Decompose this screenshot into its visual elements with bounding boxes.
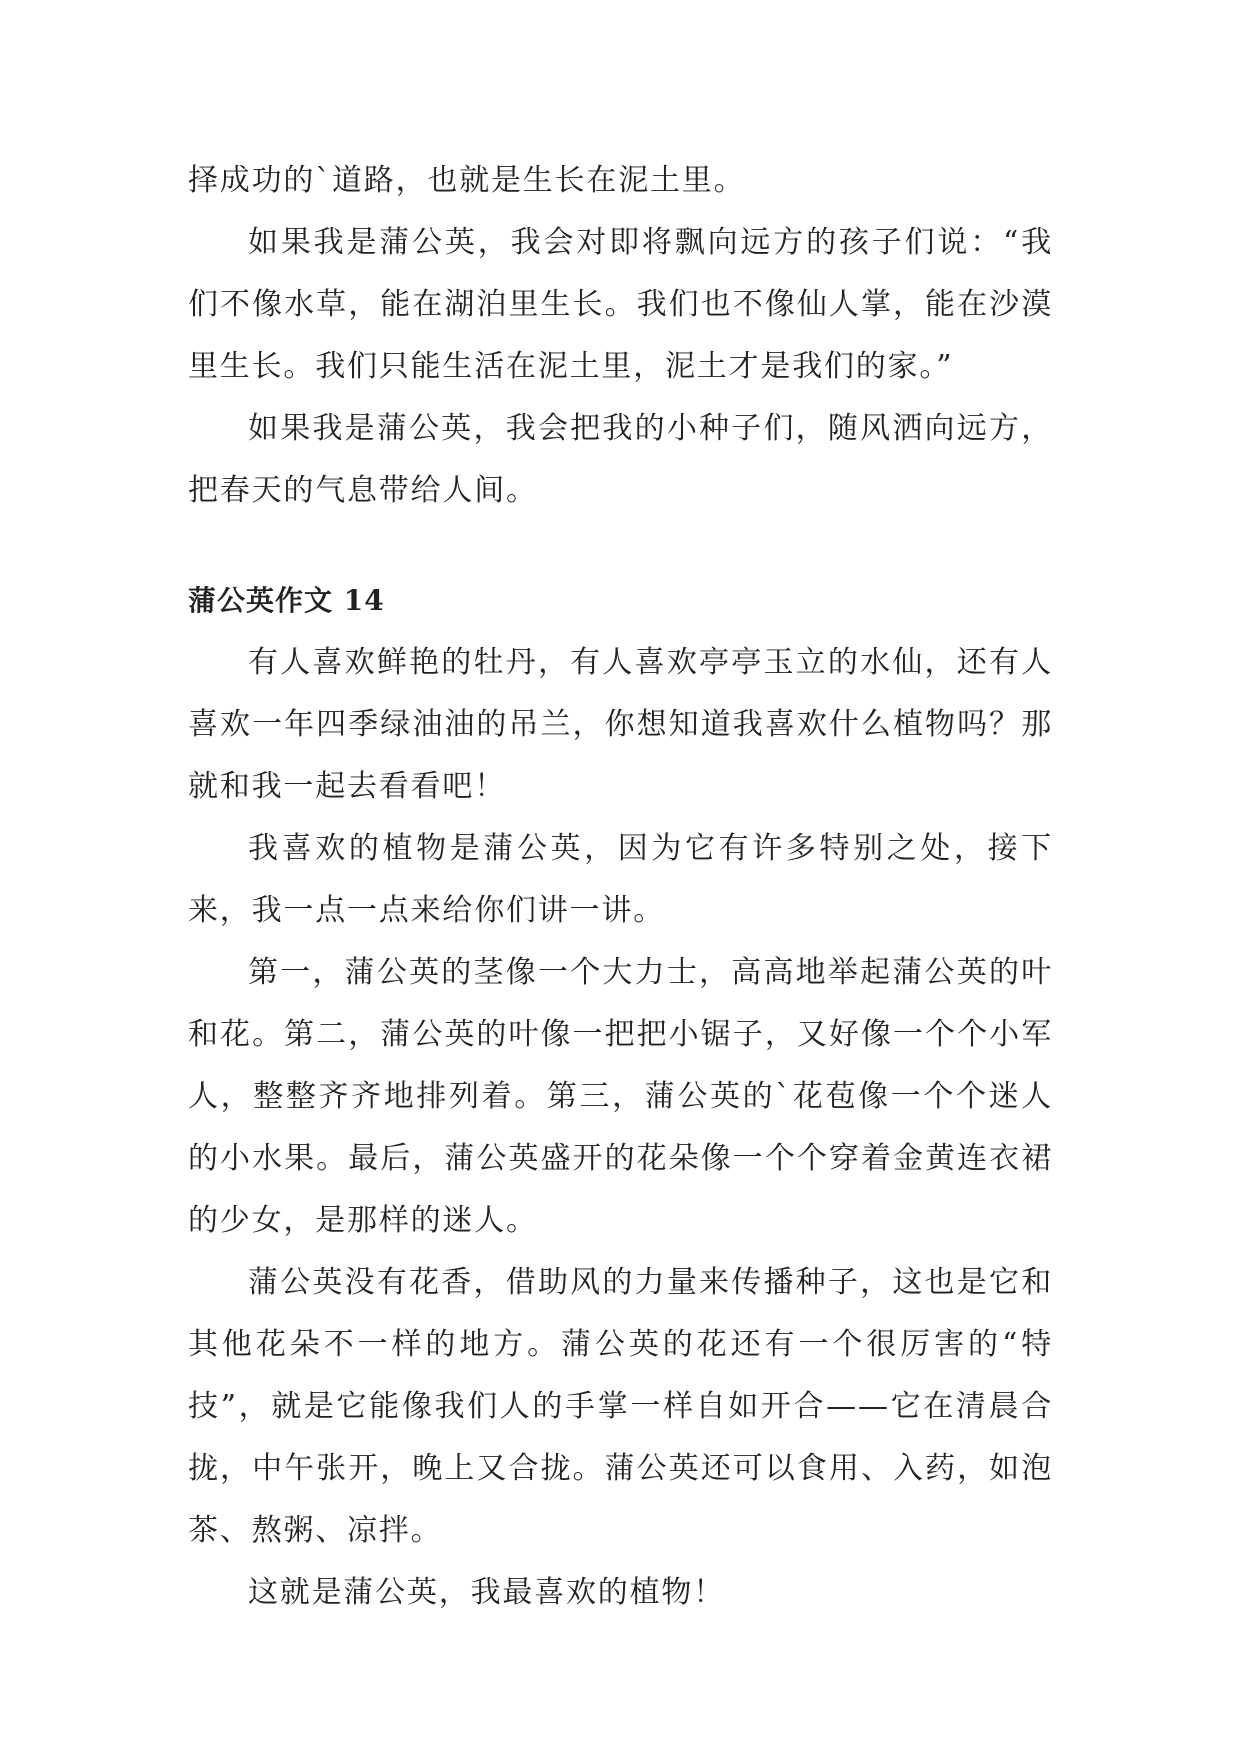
section-title: 蒲公英作文 14: [188, 584, 385, 617]
continuation-paragraph: 择成功的`道路，也就是生长在泥土里。: [188, 163, 746, 198]
document-page: [188, 150, 1053, 1624]
body-paragraph: 第一，蒲公英的茎像一个大力士，高高地举起蒲公英的叶和花。第二，蒲公英的叶像一把把小锯子，又好像一个个小军人，整整齐齐地排列着。第三，蒲公英的`花苞像一个个迷人的小水果。最后，蒲公英盛开的花朵像一个个穿着金黄连衣裙的少女，是那样的迷人。: [188, 955, 1053, 1238]
body-paragraph: 我喜欢的植物是蒲公英，因为它有许多特别之处，接下来，我一点一点来给你们讲一讲。: [188, 831, 1053, 928]
body-paragraph: 如果我是蒲公英，我会把我的小种子们，随风洒向远方，把春天的气息带给人间。: [188, 411, 1053, 508]
body-paragraph: 这就是蒲公英，我最喜欢的植物！: [248, 1575, 725, 1610]
body-paragraph: 有人喜欢鲜艳的牡丹，有人喜欢亭亭玉立的水仙，还有人喜欢一年四季绿油油的吊兰，你想知道我喜欢什么植物吗？那就和我一起去看看吧！: [188, 645, 1053, 804]
body-paragraph: 蒲公英没有花香，借助风的力量来传播种子，这也是它和其他花朵不一样的地方。蒲公英的花还有一个很厉害的“特技”，就是它能像我们人的手掌一样自如开合——它在清晨合拢，中午张开，晚上又合拢。蒲公英还可以食用、入药，如泡茶、熬粥、凉拌。: [188, 1265, 1053, 1548]
body-paragraph: 如果我是蒲公英，我会对即将飘向远方的孩子们说：“我们不像水草，能在湖泊里生长。我们也不像仙人掌，能在沙漠里生长。我们只能生活在泥土里，泥土才是我们的家。”: [188, 225, 1053, 384]
